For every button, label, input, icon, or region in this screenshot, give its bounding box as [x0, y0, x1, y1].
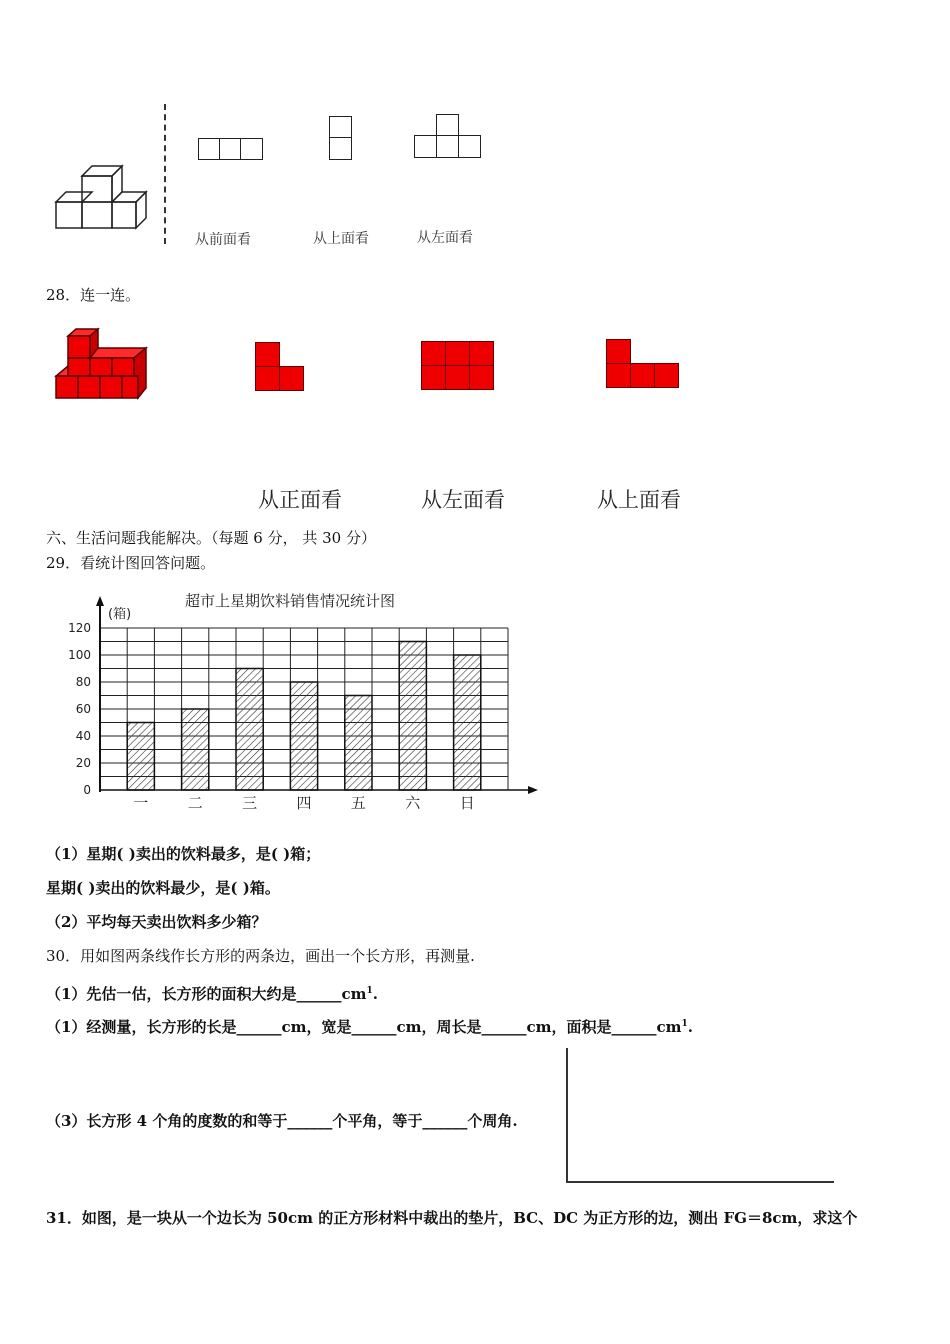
- label-top-view: 从上面看: [597, 488, 681, 512]
- q29-line1: （1）星期( )卖出的饮料最多，是( )箱；: [46, 845, 321, 863]
- q30-part1-text: （1）先估一估，长方形的面积大约是______cm: [46, 985, 367, 1003]
- y-tick-label: 100: [68, 648, 91, 662]
- q30-part1-sup: 1: [366, 986, 373, 996]
- q28-title: 28．连一连。: [46, 286, 141, 304]
- y-tick-label: 80: [75, 675, 91, 689]
- red-cube-stack: [54, 326, 150, 400]
- chart-title: 超市上星期饮料销售情况统计图: [185, 592, 396, 610]
- bar-4: [290, 682, 317, 790]
- bar-chart-svg: [60, 588, 550, 818]
- q29-line3: （2）平均每天卖出饮料多少箱？: [46, 913, 267, 931]
- q30-part2-sup: 1: [681, 1019, 688, 1029]
- chart-ylabel: (箱): [108, 607, 132, 622]
- y-tick-label: 120: [68, 621, 91, 635]
- bar-7: [454, 655, 481, 790]
- y-tick-label: 20: [75, 756, 91, 770]
- bar-2: [182, 709, 209, 790]
- section-heading: 六、生活问题我能解决。（每题 6 分， 共 30 分）: [46, 529, 376, 547]
- bar-3: [236, 669, 263, 791]
- x-tick-label: 三: [242, 794, 258, 812]
- front-view-figure: [198, 138, 264, 160]
- q30-part3: （3）长方形 4 个角的度数的和等于______个平角，等于______个周角.: [46, 1112, 518, 1130]
- rectangle-side-vertical: [566, 1048, 568, 1182]
- q30-part1-end: .: [372, 985, 378, 1003]
- y-axis-arrow: [96, 596, 104, 606]
- red-view-l-shape: [255, 342, 305, 392]
- y-tick-label: 60: [75, 702, 91, 716]
- top-view-figure: [329, 116, 353, 160]
- x-tick-label: 五: [350, 794, 366, 812]
- x-tick-label: 四: [296, 794, 312, 812]
- top-view-label: 从上面看: [313, 231, 369, 247]
- q30-part2-text: （1）经测量，长方形的长是______cm，宽是______cm，周长是______cm，面积是______cm: [46, 1018, 682, 1036]
- q30-part2-end: .: [687, 1018, 693, 1036]
- label-front-view: 从正面看: [258, 488, 342, 512]
- bar-6: [399, 642, 426, 791]
- front-view-label: 从前面看: [195, 232, 251, 248]
- x-tick-label: 六: [405, 794, 421, 812]
- q31-text: 31．如图，是一块从一个边长为 50cm 的正方形材料中裁出的垫片，BC、DC 为正方形的边，测出 FG＝8cm，求这个: [46, 1209, 858, 1227]
- x-axis-arrow: [528, 786, 538, 794]
- rectangle-side-horizontal: [566, 1181, 834, 1183]
- q30-part2: [46, 1014, 693, 1037]
- q30-part1: [46, 981, 378, 1004]
- bar-1: [127, 723, 154, 791]
- x-tick-label: 日: [459, 794, 475, 812]
- dashed-divider: [164, 104, 166, 244]
- left-view-label: 从左面看: [417, 230, 473, 246]
- y-tick-label: 40: [75, 729, 91, 743]
- red-view-long-l: [606, 339, 680, 389]
- q29-line2: 星期( )卖出的饮料最少，是( )箱。: [46, 879, 280, 897]
- bar-5: [345, 696, 372, 791]
- x-tick-label: 二: [187, 794, 203, 812]
- cube-stack-figure: [50, 158, 150, 233]
- q30-title: 30．用如图两条线作长方形的两条边，画出一个长方形，再测量.: [46, 947, 475, 965]
- y-tick-label: 0: [83, 783, 91, 797]
- label-left-view: 从左面看: [421, 488, 505, 512]
- q29-title: 29．看统计图回答问题。: [46, 554, 216, 572]
- left-view-figure: [414, 114, 481, 159]
- x-tick-label: 一: [133, 794, 149, 812]
- red-view-rectangle: [421, 341, 493, 390]
- bar-chart: [60, 588, 550, 818]
